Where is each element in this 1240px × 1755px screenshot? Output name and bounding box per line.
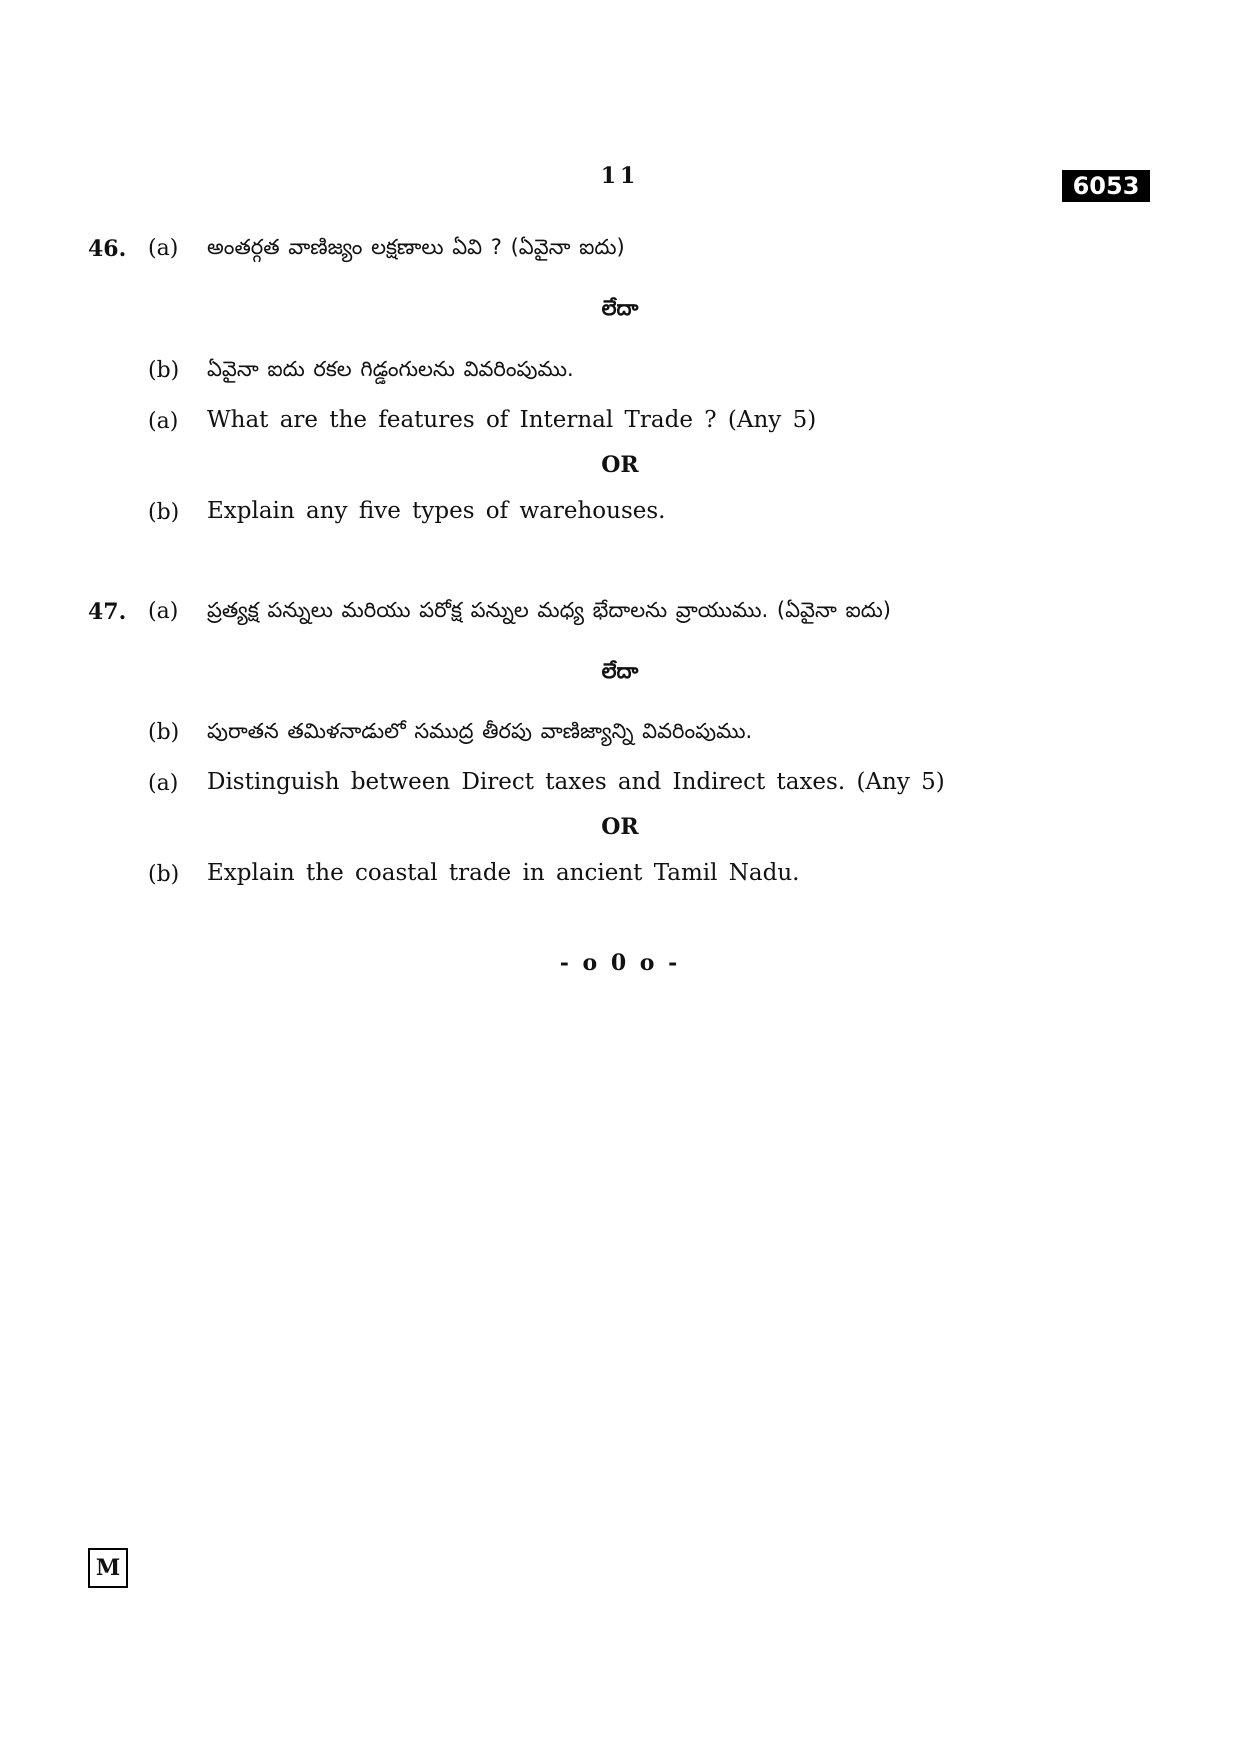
option-label: (b)	[148, 720, 180, 745]
question-number: 47.	[88, 599, 127, 625]
option-label: (a)	[148, 409, 179, 434]
question-text-english: Explain any five types of warehouses.	[207, 498, 666, 524]
or-separator: OR	[601, 814, 639, 840]
option-label: (b)	[148, 358, 180, 383]
question-number: 46.	[88, 236, 127, 262]
question-text-telugu: పురాతన తమిళనాడులో సముద్ర తీరపు వాణిజ్యాన్ని వివరింపుము.	[207, 719, 753, 743]
question-text-telugu: ఏవైనా ఐదు రకల గిడ్డంగులను వివరింపుము.	[207, 357, 574, 381]
option-label: (a)	[148, 236, 179, 261]
question-text-telugu: అంతర్గత వాణిజ్యం లక్షణాలు ఏవి ? (ఏవైనా ఐదు)	[207, 235, 625, 259]
option-label: (a)	[148, 599, 179, 624]
option-label: (a)	[148, 771, 179, 796]
end-of-paper-mark: - o 0 o -	[559, 950, 681, 976]
or-separator-telugu: లేదా	[601, 659, 639, 683]
or-separator-telugu: లేదా	[601, 296, 639, 320]
question-text-english: Distinguish between Direct taxes and Indirect taxes. (Any 5)	[207, 769, 945, 795]
page-number: 11	[600, 163, 640, 189]
option-label: (b)	[148, 500, 180, 525]
or-separator: OR	[601, 452, 639, 478]
question-text-english: Explain the coastal trade in ancient Tamil Nadu.	[207, 860, 800, 886]
paper-code-badge: 6053	[1062, 170, 1150, 202]
question-text-english: What are the features of Internal Trade ? (Any 5)	[207, 407, 817, 433]
option-label: (b)	[148, 862, 180, 887]
question-text-telugu: ప్రత్యక్ష పన్నులు మరియు పరోక్ష పన్నుల మధ్య భేదాలను వ్రాయుము. (ఏవైనా ఐదు)	[207, 598, 891, 622]
medium-mark-box: M	[88, 1548, 128, 1588]
